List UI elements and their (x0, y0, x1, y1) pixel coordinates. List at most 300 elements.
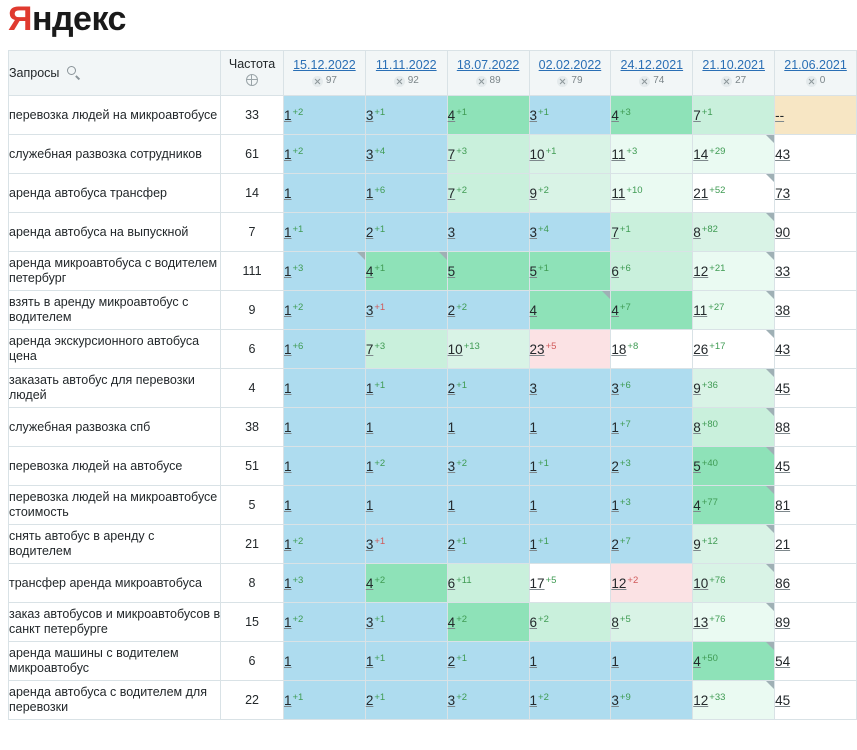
position-cell[interactable] (775, 291, 857, 330)
position-value: 12 (693, 264, 709, 280)
query-cell[interactable]: заказать автобус для перевозки людей (9, 369, 221, 408)
position-value: 1 (283, 185, 292, 201)
position-cell[interactable] (693, 135, 775, 174)
position-cell[interactable] (775, 252, 857, 291)
position-value: 1 (283, 225, 292, 241)
position-value: 1 (529, 537, 538, 553)
position-cell[interactable] (447, 525, 529, 564)
header-date-4[interactable] (611, 51, 693, 96)
position-value: 1 (283, 147, 292, 163)
table-row (9, 174, 857, 213)
position-value: 81 (775, 497, 791, 513)
position-cell[interactable] (365, 603, 447, 642)
header-date-5[interactable] (693, 51, 775, 96)
position-cell[interactable] (283, 642, 365, 681)
position-cell[interactable] (611, 642, 693, 681)
position-cell[interactable] (283, 330, 365, 369)
query-cell[interactable]: снять автобус в аренду с водителем (9, 525, 221, 564)
position-cell[interactable] (775, 408, 857, 447)
position-delta: +2 (456, 301, 468, 313)
position-delta: +40 (701, 457, 718, 469)
position-cell[interactable] (775, 369, 857, 408)
position-cell[interactable] (611, 330, 693, 369)
position-cell[interactable] (283, 681, 365, 720)
position-cell[interactable] (283, 252, 365, 291)
position-value: 1 (283, 380, 292, 396)
query-cell[interactable]: перевозка людей на микроавтобусе стоимость (9, 486, 221, 525)
position-cell[interactable] (775, 135, 857, 174)
position-delta: +80 (701, 418, 718, 430)
position-cell[interactable] (283, 96, 365, 135)
position-cell[interactable] (283, 369, 365, 408)
position-delta: +3 (292, 574, 304, 586)
header-queries-label: Запросы (9, 66, 60, 80)
position-cell[interactable] (529, 96, 611, 135)
position-value: 12 (611, 576, 627, 592)
frequency-cell: 7 (221, 213, 284, 252)
position-value: 3 (365, 537, 374, 553)
date-count: 89 (489, 75, 501, 86)
position-value: 12 (693, 693, 709, 709)
position-value: 43 (775, 146, 791, 162)
position-cell[interactable] (447, 564, 529, 603)
table-row (9, 681, 857, 720)
position-cell[interactable] (693, 564, 775, 603)
position-cell[interactable] (447, 96, 529, 135)
position-cell[interactable] (365, 447, 447, 486)
cell-note-corner-icon (766, 642, 774, 650)
position-cell[interactable] (611, 291, 693, 330)
query-cell[interactable]: аренда автобуса трансфер (9, 174, 221, 213)
position-delta: +2 (456, 691, 468, 703)
position-delta: +11 (456, 574, 472, 586)
query-cell[interactable]: аренда микроавтобуса с водителем петербург (9, 252, 221, 291)
position-cell[interactable] (365, 330, 447, 369)
position-cell[interactable] (611, 525, 693, 564)
position-value: 1 (365, 459, 374, 475)
header-date-1[interactable] (365, 51, 447, 96)
position-cell[interactable] (283, 486, 365, 525)
header-queries[interactable] (9, 51, 221, 96)
position-value: 4 (365, 264, 374, 280)
position-value: 1 (283, 342, 292, 358)
position-delta: +33 (709, 691, 726, 703)
position-delta: +1 (374, 691, 386, 703)
position-value: 4 (529, 302, 538, 318)
position-value: 38 (775, 302, 791, 318)
position-delta: +1 (538, 262, 549, 274)
position-delta: +1 (456, 652, 468, 664)
position-value: 1 (529, 419, 538, 435)
cell-note-corner-icon (766, 525, 774, 533)
position-delta: +3 (619, 457, 631, 469)
position-delta: +2 (538, 691, 549, 703)
position-cell[interactable] (365, 369, 447, 408)
query-cell[interactable]: аренда экскурсионного автобуса цена (9, 330, 221, 369)
yandex-logo (8, 0, 126, 39)
position-cell[interactable] (365, 681, 447, 720)
position-cell[interactable] (447, 486, 529, 525)
position-value: 45 (775, 692, 791, 708)
frequency-cell: 22 (221, 681, 284, 720)
date-link[interactable]: 24.12.2021 (620, 58, 684, 72)
position-cell[interactable] (283, 603, 365, 642)
position-value: 11 (611, 147, 626, 163)
position-cell[interactable] (529, 564, 611, 603)
position-value: 13 (693, 615, 709, 631)
position-cell[interactable] (365, 642, 447, 681)
position-cell[interactable] (447, 447, 529, 486)
position-cell[interactable] (611, 369, 693, 408)
position-value: 54 (775, 653, 791, 669)
position-value: 1 (283, 108, 292, 124)
position-cell[interactable] (529, 330, 611, 369)
position-cell[interactable] (365, 135, 447, 174)
cell-note-corner-icon (766, 603, 774, 611)
frequency-cell: 8 (221, 564, 284, 603)
position-cell[interactable] (611, 252, 693, 291)
position-cell[interactable] (447, 603, 529, 642)
position-cell[interactable] (611, 96, 693, 135)
query-cell[interactable]: перевозка людей на автобусе (9, 447, 221, 486)
position-delta: +10 (626, 184, 643, 196)
position-cell[interactable] (529, 681, 611, 720)
position-value: 1 (283, 653, 292, 669)
position-delta: +6 (619, 379, 631, 391)
position-delta: +3 (292, 262, 304, 274)
position-value: 1 (611, 420, 619, 436)
cell-note-corner-icon (766, 681, 774, 689)
query-cell[interactable]: аренда машины с водителем микроавтобус (9, 642, 221, 681)
position-value: 1 (365, 381, 374, 397)
position-delta: +1 (538, 457, 549, 469)
position-delta: +3 (619, 106, 631, 118)
no-data-icon (476, 76, 487, 87)
position-cell[interactable] (775, 174, 857, 213)
date-link[interactable]: 11.11.2022 (375, 58, 437, 72)
position-cell[interactable] (447, 213, 529, 252)
position-value: 1 (529, 693, 538, 709)
query-cell[interactable]: взять в аренду микроавтобус с водителем (9, 291, 221, 330)
position-value: 1 (447, 497, 456, 513)
position-value: 2 (447, 654, 456, 670)
position-cell[interactable] (775, 681, 857, 720)
table-row (9, 213, 857, 252)
position-value: 88 (775, 419, 791, 435)
position-cell[interactable] (611, 681, 693, 720)
frequency-cell: 6 (221, 642, 284, 681)
position-delta: +21 (709, 262, 726, 274)
position-cell[interactable] (775, 213, 857, 252)
position-value: 1 (283, 497, 292, 513)
query-cell[interactable]: перевозка людей на микроавтобусе (9, 96, 221, 135)
position-cell[interactable] (693, 486, 775, 525)
frequency-cell: 33 (221, 96, 284, 135)
position-value: 1 (529, 497, 538, 513)
position-value: 3 (611, 381, 619, 397)
position-cell[interactable] (693, 603, 775, 642)
position-delta: +1 (374, 106, 386, 118)
query-cell[interactable]: служебная развозка спб (9, 408, 221, 447)
position-delta: +5 (545, 574, 557, 586)
position-value: 7 (447, 186, 456, 202)
query-cell[interactable]: трансфер аренда микроавтобуса (9, 564, 221, 603)
position-value: 14 (693, 147, 709, 163)
position-value: 9 (529, 186, 538, 202)
logo-initial: Я (8, 0, 32, 38)
position-cell[interactable] (283, 174, 365, 213)
position-cell[interactable] (447, 330, 529, 369)
position-cell[interactable] (529, 252, 611, 291)
position-cell[interactable] (693, 408, 775, 447)
position-cell[interactable] (693, 213, 775, 252)
cell-note-corner-icon (766, 213, 774, 221)
frequency-cell: 38 (221, 408, 284, 447)
position-delta: +2 (374, 457, 386, 469)
position-value: 7 (611, 225, 619, 241)
position-delta: +7 (619, 535, 631, 547)
position-value: 2 (447, 381, 456, 397)
position-cell[interactable] (447, 369, 529, 408)
position-cell[interactable] (775, 603, 857, 642)
position-cell[interactable] (611, 135, 693, 174)
position-value: 4 (611, 108, 619, 124)
position-value: 3 (365, 108, 374, 124)
header-frequency-label: Частота (228, 57, 276, 71)
position-delta: +2 (292, 301, 304, 313)
position-cell[interactable] (693, 642, 775, 681)
position-cell[interactable] (529, 369, 611, 408)
position-cell[interactable] (365, 174, 447, 213)
table-row (9, 96, 857, 135)
position-value: 6 (447, 576, 456, 592)
position-cell[interactable] (283, 135, 365, 174)
position-cell[interactable] (365, 408, 447, 447)
frequency-cell: 4 (221, 369, 284, 408)
position-delta: +17 (709, 340, 726, 352)
position-cell[interactable] (447, 291, 529, 330)
header-row (9, 51, 857, 96)
position-delta: +2 (627, 574, 639, 586)
position-cell[interactable] (611, 486, 693, 525)
position-delta: +52 (709, 184, 726, 196)
date-link[interactable]: 02.02.2022 (538, 58, 602, 72)
position-cell[interactable] (529, 135, 611, 174)
table-row (9, 564, 857, 603)
position-value: 3 (365, 615, 374, 631)
position-cell[interactable] (693, 96, 775, 135)
position-value: 1 (283, 693, 292, 709)
position-cell[interactable] (775, 96, 857, 135)
table-row (9, 369, 857, 408)
position-cell[interactable] (283, 447, 365, 486)
cell-note-corner-icon (766, 252, 774, 260)
position-cell[interactable] (365, 252, 447, 291)
position-value: 9 (693, 537, 701, 553)
position-cell[interactable] (447, 174, 529, 213)
position-delta: +4 (374, 145, 386, 157)
position-delta: +2 (538, 613, 549, 625)
position-cell[interactable] (447, 681, 529, 720)
position-cell[interactable] (693, 330, 775, 369)
no-data-icon (806, 76, 817, 87)
cell-note-corner-icon (766, 291, 774, 299)
position-cell[interactable] (447, 408, 529, 447)
query-cell[interactable]: аренда автобуса на выпускной (9, 213, 221, 252)
position-delta: +2 (538, 184, 549, 196)
position-cell[interactable] (447, 252, 529, 291)
position-value: 10 (529, 147, 545, 163)
position-delta: +50 (701, 652, 718, 664)
position-cell[interactable] (529, 525, 611, 564)
header-frequency[interactable] (221, 51, 284, 96)
position-value: 45 (775, 458, 791, 474)
cell-note-corner-icon (357, 252, 365, 260)
header-date-3[interactable] (529, 51, 611, 96)
position-cell[interactable] (693, 291, 775, 330)
position-delta: +1 (374, 262, 386, 274)
position-delta: +2 (292, 106, 304, 118)
position-value: 5 (693, 459, 701, 475)
date-link[interactable]: 21.06.2021 (784, 58, 847, 72)
position-cell[interactable] (775, 564, 857, 603)
position-cell[interactable] (775, 642, 857, 681)
position-value: 8 (693, 420, 701, 436)
position-cell[interactable] (611, 603, 693, 642)
date-count: 97 (325, 75, 337, 86)
table-row (9, 642, 857, 681)
position-value: 3 (365, 303, 374, 319)
frequency-cell: 111 (221, 252, 284, 291)
position-delta: +7 (619, 301, 631, 313)
position-value: 7 (693, 108, 701, 124)
position-cell[interactable] (611, 213, 693, 252)
table-header (9, 51, 857, 96)
position-value: 10 (693, 576, 709, 592)
position-delta: +1 (292, 223, 304, 235)
query-cell[interactable]: заказ автобусов и микроавтобусов в санкт петербурге (9, 603, 221, 642)
position-cell[interactable] (775, 486, 857, 525)
position-delta: +3 (374, 340, 386, 352)
position-cell[interactable] (365, 525, 447, 564)
position-value: 2 (447, 303, 456, 319)
position-delta: +6 (292, 340, 304, 352)
position-cell[interactable] (365, 291, 447, 330)
no-data-icon (312, 76, 323, 87)
position-value: 2 (611, 537, 619, 553)
position-value: 4 (365, 576, 374, 592)
no-data-icon (557, 76, 568, 87)
no-data-icon (639, 76, 650, 87)
query-cell[interactable]: служебная развозка сотрудников (9, 135, 221, 174)
date-count: 74 (653, 75, 665, 86)
positions-table (8, 50, 857, 720)
position-delta: +2 (292, 145, 304, 157)
position-cell[interactable] (529, 603, 611, 642)
position-value: 1 (283, 537, 292, 553)
position-cell[interactable] (529, 642, 611, 681)
globe-icon (246, 74, 258, 86)
position-cell[interactable] (693, 447, 775, 486)
position-cell[interactable] (693, 681, 775, 720)
frequency-cell: 15 (221, 603, 284, 642)
position-delta: +1 (374, 613, 386, 625)
position-value: 1 (365, 186, 374, 202)
position-cell[interactable] (693, 252, 775, 291)
date-link[interactable]: 18.07.2022 (456, 58, 520, 72)
position-delta: +3 (456, 145, 468, 157)
cell-note-corner-icon (766, 564, 774, 572)
position-cell[interactable] (365, 564, 447, 603)
position-cell[interactable] (693, 174, 775, 213)
position-cell[interactable] (283, 525, 365, 564)
position-delta: +7 (619, 418, 631, 430)
frequency-cell: 61 (221, 135, 284, 174)
position-cell[interactable] (529, 447, 611, 486)
query-cell[interactable]: аренда автобуса с водителем для перевозки (9, 681, 221, 720)
position-delta: +2 (456, 184, 468, 196)
position-cell[interactable] (283, 408, 365, 447)
position-cell[interactable] (611, 447, 693, 486)
search-icon[interactable] (67, 66, 81, 80)
position-delta: +6 (619, 262, 631, 274)
position-cell[interactable] (529, 486, 611, 525)
date-link[interactable]: 21.10.2021 (702, 58, 765, 72)
position-cell[interactable] (775, 330, 857, 369)
position-value: 3 (447, 224, 456, 240)
position-cell[interactable] (283, 291, 365, 330)
date-link[interactable]: 15.12.2022 (293, 58, 356, 72)
position-cell[interactable] (283, 213, 365, 252)
header-date-2[interactable] (447, 51, 529, 96)
position-delta: +1 (538, 106, 549, 118)
position-delta: +9 (619, 691, 631, 703)
position-delta: +2 (292, 613, 304, 625)
position-delta: +77 (701, 496, 718, 508)
position-value: 7 (365, 342, 374, 358)
position-value: 1 (447, 419, 456, 435)
position-cell[interactable] (529, 213, 611, 252)
header-date-0[interactable] (283, 51, 365, 96)
position-cell[interactable] (365, 213, 447, 252)
position-cell[interactable] (529, 291, 611, 330)
position-value: 8 (693, 225, 701, 241)
position-cell[interactable] (529, 408, 611, 447)
position-value: 4 (693, 654, 701, 670)
position-cell[interactable] (447, 642, 529, 681)
position-cell[interactable] (775, 525, 857, 564)
position-cell[interactable] (365, 96, 447, 135)
position-cell[interactable] (693, 369, 775, 408)
position-value: 17 (529, 576, 545, 592)
position-cell[interactable] (611, 174, 693, 213)
position-cell[interactable] (365, 486, 447, 525)
position-cell[interactable] (283, 564, 365, 603)
position-value: 21 (775, 536, 791, 552)
position-cell[interactable] (775, 447, 857, 486)
header-date-6[interactable] (775, 51, 857, 96)
position-delta: +1 (374, 379, 386, 391)
position-value: 3 (529, 225, 538, 241)
position-value: 18 (611, 342, 627, 358)
position-cell[interactable] (693, 525, 775, 564)
position-cell[interactable] (529, 174, 611, 213)
position-cell[interactable] (447, 135, 529, 174)
position-delta: +1 (538, 535, 549, 547)
position-cell[interactable] (611, 564, 693, 603)
position-value: 3 (529, 380, 538, 396)
position-cell[interactable] (611, 408, 693, 447)
